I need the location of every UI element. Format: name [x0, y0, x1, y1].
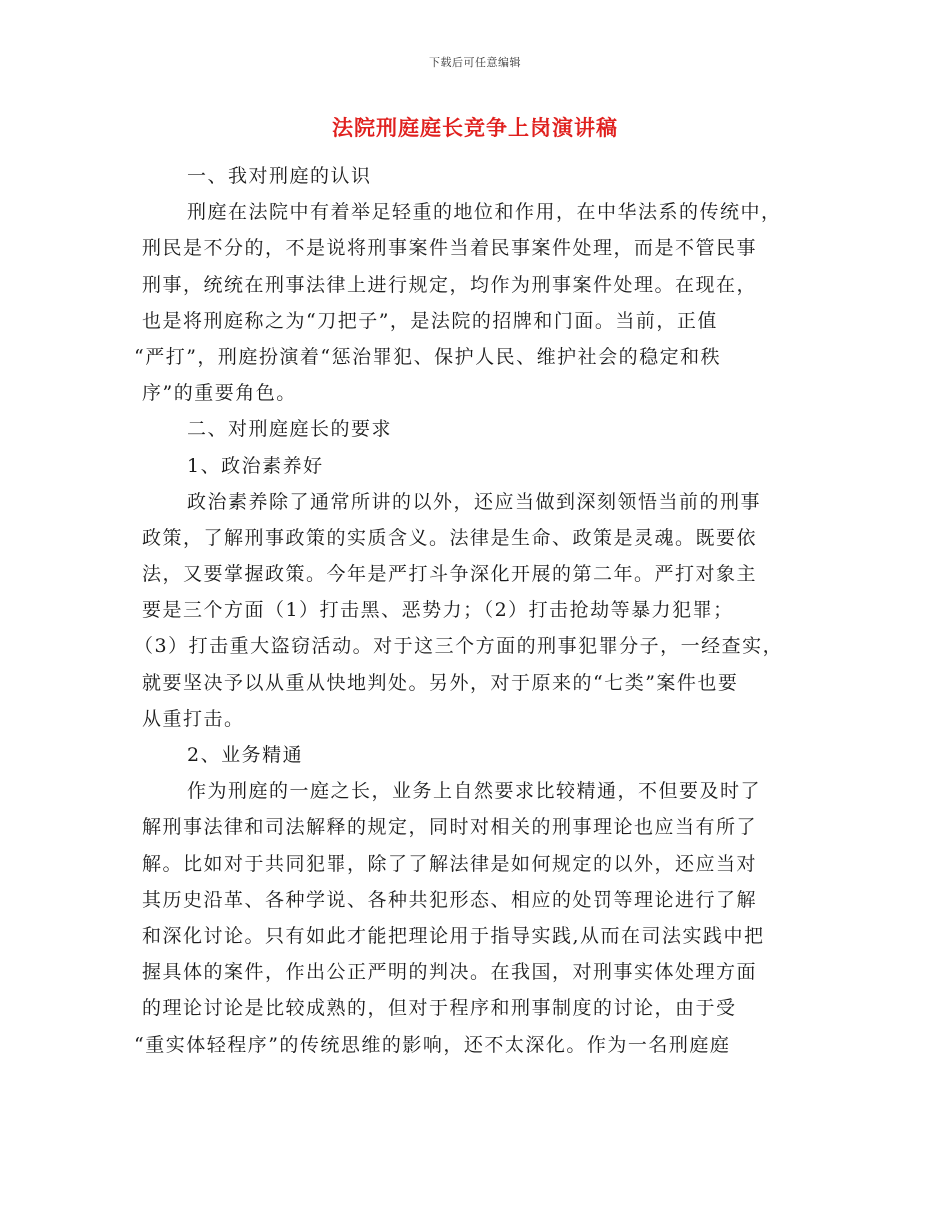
paragraph-line: “严打”，刑庭扮演着“惩治罪犯、保护人民、维护社会的稳定和秩	[134, 345, 722, 368]
paragraph-line: 刑庭在法院中有着举足轻重的地位和作用，在中华法系的传统中，	[187, 201, 782, 224]
paragraph-line: 也是将刑庭称之为“刀把子”，是法院的招牌和门面。当前，正值	[142, 309, 718, 332]
paragraph-line: （3）打击重大盗窃活动。对于这三个方面的刑事犯罪分子，一经查实，	[134, 635, 784, 658]
paragraph-line: 就要坚决予以从重从快地判处。另外，对于原来的“七类”案件也要	[142, 671, 739, 694]
paragraph-line: 其历史沿革、各种学说、各种共犯形态、相应的处罚等理论进行了解	[142, 888, 758, 911]
paragraph-line: 要是三个方面（1）打击黑、恶势力；（2）打击抢劫等暴力犯罪；	[142, 599, 734, 622]
paragraph-line: 作为刑庭的一庭之长，业务上自然要求比较精通，不但要及时了	[187, 780, 762, 803]
paragraph-line: 序”的重要角色。	[142, 382, 297, 405]
paragraph-line: 从重打击。	[142, 707, 245, 730]
paragraph-line: 和深化讨论。只有如此才能把理论用于指导实践,从而在司法实践中把	[142, 924, 765, 947]
paragraph-line: 刑民是不分的，不是说将刑事案件当着民事案件处理，而是不管民事	[142, 237, 758, 260]
header-note: 下载后可任意编辑	[429, 56, 521, 69]
paragraph-line: 刑事，统统在刑事法律上进行规定，均作为刑事案件处理。在现在，	[142, 273, 758, 296]
paragraph-line: 解。比如对于共同犯罪，除了了解法律是如何规定的以外，还应当对	[142, 852, 758, 875]
paragraph-line: 的理论讨论是比较成熟的，但对于程序和刑事制度的讨论，由于受	[142, 997, 737, 1020]
document-title: 法院刑庭庭长竞争上岗演讲稿	[332, 115, 618, 140]
paragraph-line: 握具体的案件，作出公正严明的判决。在我国，对刑事实体处理方面	[142, 961, 758, 984]
paragraph-line: 政治素养除了通常所讲的以外，还应当做到深刻领悟当前的刑事	[187, 490, 762, 513]
paragraph-line: 2、业务精通	[187, 744, 304, 766]
document-body	[134, 158, 812, 1063]
paragraph-line: 政策，了解刑事政策的实质含义。法律是生命、政策是灵魂。既要依	[142, 526, 758, 549]
paragraph-line: 法，又要掌握政策。今年是严打斗争深化开展的第二年。严打对象主	[142, 563, 758, 586]
paragraph-line: “重实体轻程序”的传统思维的影响，还不太深化。作为一名刑庭庭	[134, 1033, 731, 1056]
paragraph-line: 一、我对刑庭的认识	[187, 165, 372, 187]
paragraph-line: 1、政治素养好	[187, 454, 324, 477]
paragraph-line: 解刑事法律和司法解释的规定，同时对相关的刑事理论也应当有所了	[142, 816, 758, 839]
paragraph-line: 二、对刑庭庭长的要求	[187, 418, 393, 441]
